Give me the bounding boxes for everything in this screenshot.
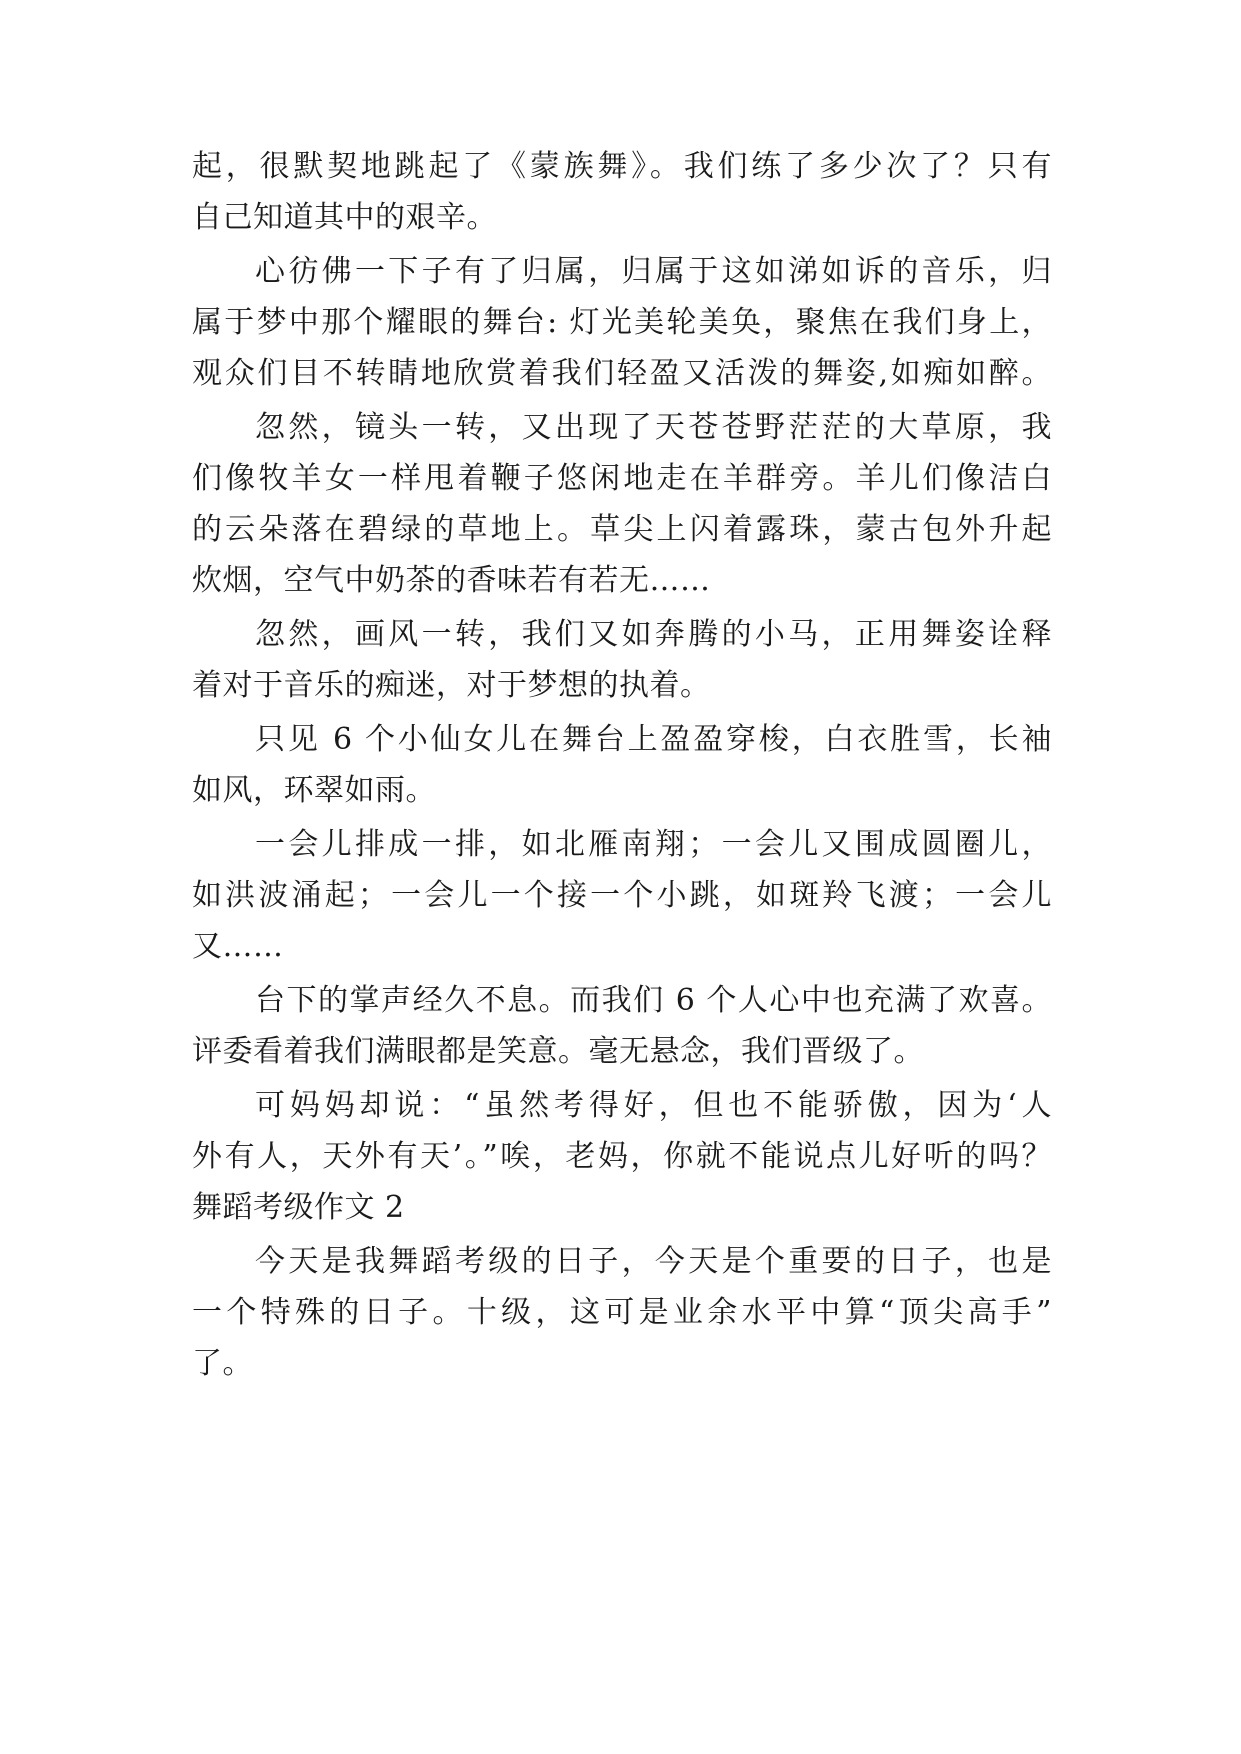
text-line: 又…… — [192, 929, 284, 964]
text-line: 外有人，天外有天’。”唉，老妈，你就不能说点儿好听的吗？ — [192, 1139, 1052, 1174]
paragraph-first-line: 今天是我舞蹈考级的日子，今天是个重要的日子，也是 — [255, 1244, 1052, 1279]
section-heading: 舞蹈考级作文 2 — [192, 1190, 405, 1225]
paragraph-first-line: 一会儿排成一排，如北雁南翔；一会儿又围成圆圈儿， — [255, 827, 1052, 862]
paragraph-first-line: 只见 6 个小仙女儿在舞台上盈盈穿梭，白衣胜雪，长袖 — [255, 722, 1052, 757]
text-line: 评委看着我们满眼都是笑意。毫无悬念，我们晋级了。 — [192, 1034, 924, 1069]
text-line: 着对于音乐的痴迷，对于梦想的执着。 — [192, 668, 711, 703]
text-line: 如风，环翠如雨。 — [192, 773, 436, 808]
paragraph-first-line: 可妈妈却说：“虽然考得好，但也不能骄傲，因为‘人 — [255, 1088, 1052, 1123]
paragraph-first-line: 忽然，镜头一转，又出现了天苍苍野茫茫的大草原，我 — [255, 410, 1052, 445]
text-line: 属于梦中那个耀眼的舞台: 灯光美轮美奂，聚焦在我们身上， — [192, 305, 1052, 340]
paragraph-first-line: 忽然，画风一转，我们又如奔腾的小马，正用舞姿诠释 — [255, 617, 1052, 652]
paragraph-first-line: 台下的掌声经久不息。而我们 6 个人心中也充满了欢喜。 — [255, 983, 1052, 1018]
paragraph-first-line: 心彷佛一下子有了归属，归属于这如涕如诉的音乐，归 — [255, 254, 1052, 289]
text-line: 观众们目不转睛地欣赏着我们轻盈又活泼的舞姿,如痴如醉。 — [192, 356, 1052, 391]
text-line: 起，很默契地跳起了《蒙族舞》。我们练了多少次了？只有 — [192, 149, 1052, 184]
text-line: 自己知道其中的艰辛。 — [192, 200, 497, 235]
text-line: 如洪波涌起；一会儿一个接一个小跳，如斑羚飞渡；一会儿 — [192, 878, 1052, 913]
text-line: 了。 — [192, 1346, 253, 1381]
text-line: 的云朵落在碧绿的草地上。草尖上闪着露珠，蒙古包外升起 — [192, 512, 1052, 547]
text-line: 炊烟，空气中奶茶的香味若有若无…… — [192, 563, 711, 598]
text-line: 一个特殊的日子。十级，这可是业余水平中算“顶尖高手” — [192, 1295, 1052, 1330]
text-line: 们像牧羊女一样甩着鞭子悠闲地走在羊群旁。羊儿们像洁白 — [192, 461, 1052, 496]
